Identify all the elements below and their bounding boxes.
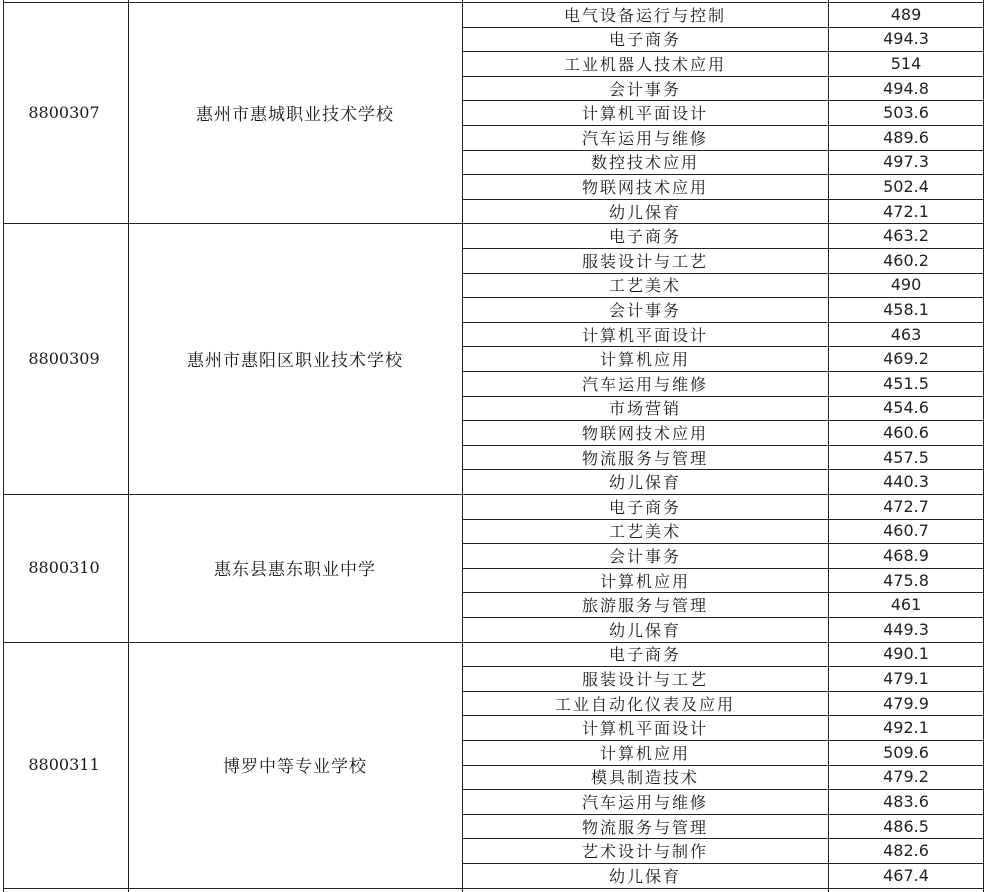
major-cell: 服装设计与工艺 <box>581 251 708 271</box>
major-cell: 计算机平面设计 <box>581 325 708 345</box>
score-cell: 460.2 <box>883 250 929 270</box>
column-rule <box>462 0 463 892</box>
major-cell: 计算机平面设计 <box>581 719 708 739</box>
major-cell: 工业机器人技术应用 <box>563 54 726 74</box>
school-name-cell: 惠东县惠东职业中学 <box>214 560 376 581</box>
row-divider <box>462 863 983 864</box>
row-divider <box>462 789 983 790</box>
major-cell: 电子商务 <box>608 497 681 517</box>
major-cell: 电气设备运行与控制 <box>563 5 726 25</box>
row-divider <box>462 838 983 839</box>
score-cell: 514 <box>890 53 922 73</box>
score-cell: 449.3 <box>883 619 929 639</box>
score-cell: 482.6 <box>883 841 929 861</box>
score-cell: 502.4 <box>883 176 929 196</box>
column-rule <box>3 0 4 892</box>
row-divider <box>462 469 983 470</box>
row-divider <box>462 150 983 151</box>
score-cell: 469.2 <box>883 349 929 369</box>
major-cell: 服装设计与工艺 <box>581 669 708 689</box>
row-divider <box>462 617 983 618</box>
score-cell: 460.6 <box>883 422 929 442</box>
row-divider <box>462 715 983 716</box>
row-divider <box>462 76 983 77</box>
score-cell: 509.6 <box>883 742 929 762</box>
score-cell: 460.7 <box>883 521 929 541</box>
score-cell: 457.5 <box>883 447 929 467</box>
row-divider <box>462 765 983 766</box>
row-divider <box>462 519 983 520</box>
row-divider <box>462 273 983 274</box>
row-divider <box>462 371 983 372</box>
row-divider <box>462 297 983 298</box>
row-divider <box>462 199 983 200</box>
major-cell: 工艺美术 <box>608 522 681 542</box>
major-cell: 物流服务与管理 <box>581 817 708 837</box>
score-cell: 451.5 <box>883 373 929 393</box>
school-name-cell: 惠州市惠城职业技术学校 <box>196 105 394 126</box>
school-code-cell: 8800311 <box>28 755 100 775</box>
row-divider <box>462 592 983 593</box>
row-divider <box>462 100 983 101</box>
score-cell: 483.6 <box>883 791 929 811</box>
row-divider <box>462 666 983 667</box>
score-cell: 503.6 <box>883 103 929 123</box>
major-cell: 旅游服务与管理 <box>581 596 708 616</box>
major-cell: 会计事务 <box>608 79 681 99</box>
table-border <box>3 888 983 889</box>
major-cell: 工业自动化仪表及应用 <box>554 694 735 714</box>
row-divider <box>462 568 983 569</box>
major-cell: 物联网技术应用 <box>581 177 708 197</box>
score-cell: 463 <box>890 324 922 344</box>
score-cell: 494.8 <box>883 78 929 98</box>
score-cell: 490 <box>890 275 922 295</box>
column-rule <box>828 0 829 892</box>
score-cell: 472.1 <box>883 201 929 221</box>
score-cell: 489 <box>890 4 922 24</box>
row-divider <box>462 691 983 692</box>
school-name-cell: 惠州市惠阳区职业技术学校 <box>187 351 403 372</box>
major-cell: 会计事务 <box>608 546 681 566</box>
major-cell: 物流服务与管理 <box>581 448 708 468</box>
score-cell: 479.9 <box>883 693 929 713</box>
row-divider <box>462 346 983 347</box>
major-cell: 电子商务 <box>608 645 681 665</box>
major-cell: 数控技术应用 <box>590 153 699 173</box>
major-cell: 市场营销 <box>608 399 681 419</box>
score-cell: 458.1 <box>883 299 929 319</box>
row-divider <box>462 543 983 544</box>
major-cell: 计算机平面设计 <box>581 104 708 124</box>
score-cell: 492.1 <box>883 718 929 738</box>
row-divider <box>462 27 983 28</box>
major-cell: 模具制造技术 <box>590 768 699 788</box>
row-divider <box>462 420 983 421</box>
score-cell: 461 <box>890 595 922 615</box>
score-cell: 472.7 <box>883 496 929 516</box>
row-divider <box>462 174 983 175</box>
score-cell: 467.4 <box>883 865 929 885</box>
score-cell: 463.2 <box>883 226 929 246</box>
row-divider <box>462 445 983 446</box>
score-cell: 494.3 <box>883 29 929 49</box>
row-divider <box>462 51 983 52</box>
major-cell: 汽车运用与维修 <box>581 792 708 812</box>
score-cell: 475.8 <box>883 570 929 590</box>
score-cell: 440.3 <box>883 472 929 492</box>
major-cell: 会计事务 <box>608 300 681 320</box>
score-cell: 486.5 <box>883 816 929 836</box>
score-cell: 490.1 <box>883 644 929 664</box>
row-divider <box>462 740 983 741</box>
major-cell: 幼儿保育 <box>608 473 681 493</box>
row-divider <box>462 396 983 397</box>
major-cell: 幼儿保育 <box>608 202 681 222</box>
major-cell: 物联网技术应用 <box>581 423 708 443</box>
major-cell: 计算机应用 <box>599 350 690 370</box>
score-cell: 479.1 <box>883 668 929 688</box>
major-cell: 艺术设计与制作 <box>581 842 708 862</box>
row-divider <box>462 814 983 815</box>
major-cell: 幼儿保育 <box>608 866 681 886</box>
school-code-cell: 8800309 <box>28 349 100 369</box>
major-cell: 工艺美术 <box>608 276 681 296</box>
row-divider <box>462 125 983 126</box>
school-name-cell: 博罗中等专业学校 <box>223 757 367 778</box>
score-cell: 489.6 <box>883 127 929 147</box>
major-cell: 计算机应用 <box>599 571 690 591</box>
score-cell: 479.2 <box>883 767 929 787</box>
row-divider <box>462 248 983 249</box>
score-cell: 497.3 <box>883 152 929 172</box>
major-cell: 计算机应用 <box>599 743 690 763</box>
major-cell: 汽车运用与维修 <box>581 128 708 148</box>
major-cell: 汽车运用与维修 <box>581 374 708 394</box>
school-code-cell: 8800310 <box>28 558 100 578</box>
school-code-cell: 8800307 <box>28 103 100 123</box>
score-cell: 454.6 <box>883 398 929 418</box>
column-rule <box>128 0 129 892</box>
table-border <box>3 2 983 3</box>
row-divider <box>462 322 983 323</box>
major-cell: 幼儿保育 <box>608 620 681 640</box>
major-cell: 电子商务 <box>608 227 681 247</box>
major-cell: 电子商务 <box>608 30 681 50</box>
score-cell: 468.9 <box>883 545 929 565</box>
